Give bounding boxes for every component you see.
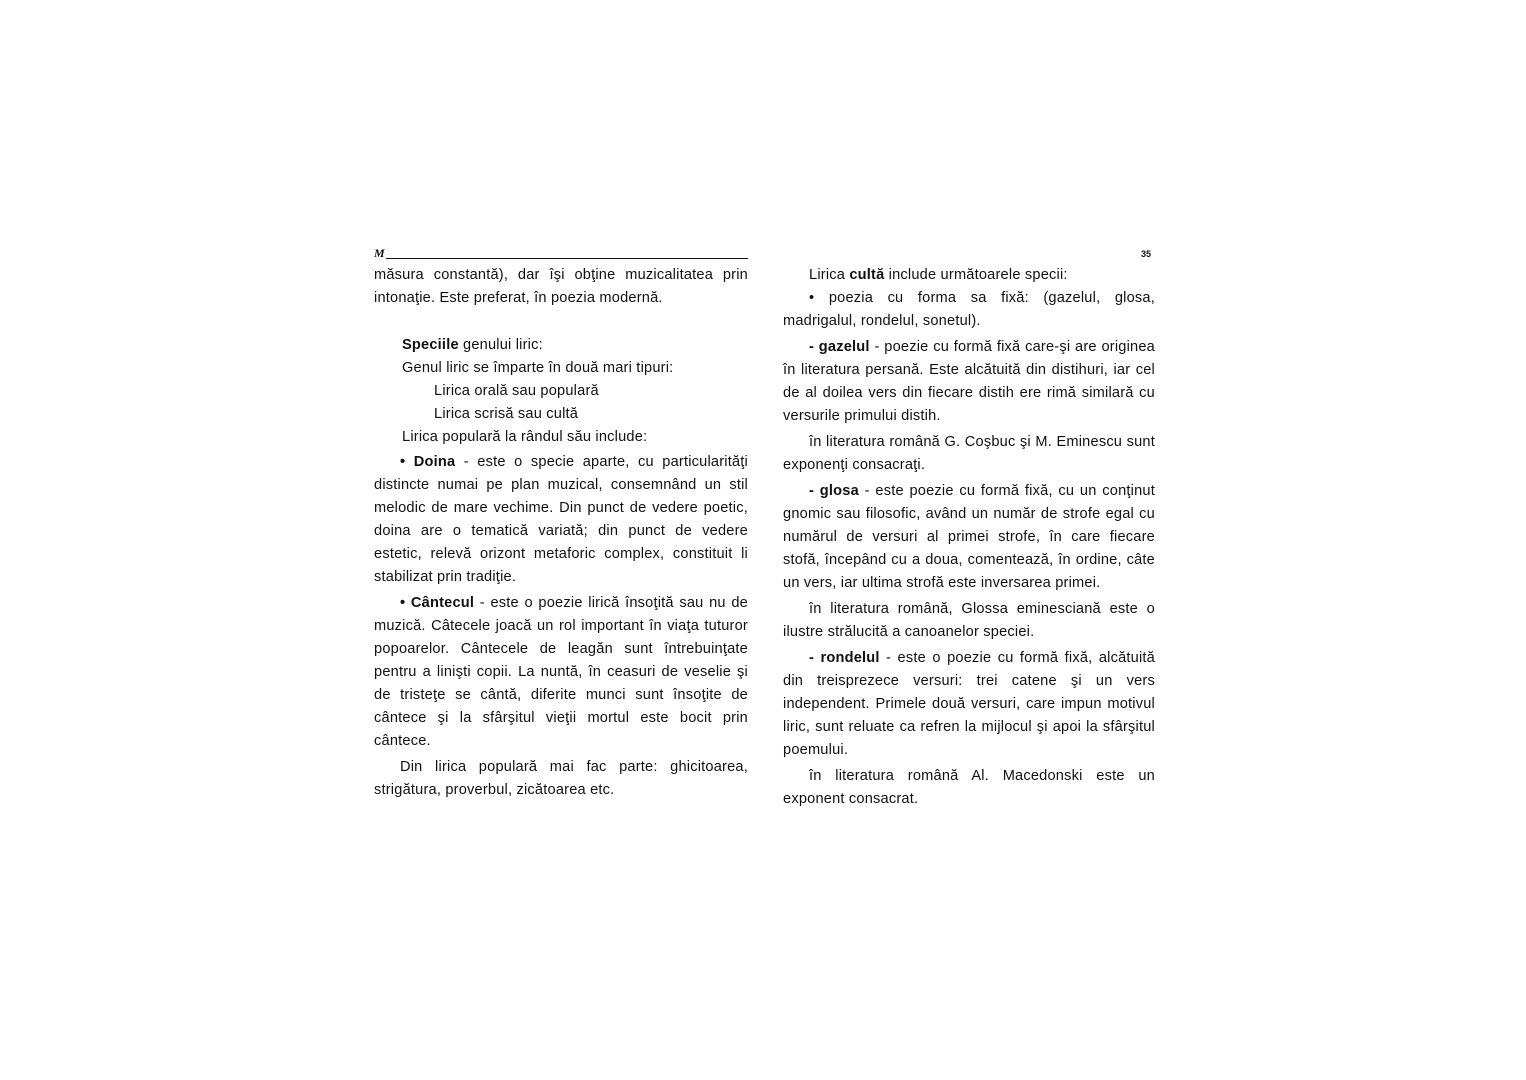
paragraph-glosa: - glosa - este poezie cu formă fixă, cu un conţinut gnomic sau filosofic, având un număr de strofe egal cu numărul de versuri al primei strofe, în care fiecare stofă, începând cu a doua, comentează, în ordine, câte un vers, iar ultima strofă este inversarea primei. <box>783 483 1155 591</box>
paragraph-doina: • Doina - este o specie aparte, cu particularităţi distincte numai pe plan muzical, consemnând un stil melodic de mare vechime. Din punct de vedere poetic, doina are o tematică variată; din punct de vedere estetic, relevă orizont metaforic complex, constituit li stabilizat prin tradiţie. <box>374 454 748 585</box>
paragraph-din-lirica: Din lirica populară mai fac parte: ghicitoarea, strigătura, proverbul, zicătoarea etc. <box>374 759 748 798</box>
header-rule <box>386 258 748 259</box>
page-number: 35 <box>1140 249 1151 259</box>
paragraph-culta: Lirica cultă include următoarele specii: <box>809 267 1068 283</box>
running-header <box>374 244 748 264</box>
header-mark: M <box>374 246 385 260</box>
list-item-scrisa: Lirica scrisă sau cultă <box>434 406 579 422</box>
paragraph-forma-fixa: • poezia cu forma sa fixă: (gazelul, glosa, madrigalul, rondelul, sonetul). <box>783 290 1155 329</box>
list-item-orala: Lirica orală sau populară <box>434 383 599 399</box>
paragraph-gazelul-lit: în literatura română G. Coşbuc şi M. Eminescu sunt exponenţi consacraţi. <box>783 434 1155 473</box>
paragraph-glosa-lit: în literatura română, Glossa eminesciană este o ilustre strălucită a canoanelor speciei. <box>783 601 1155 640</box>
paragraph-cantecul: • Cântecul - este o poezie lirică însoţită sau nu de muzică. Câtecele joacă un rol important în viaţa tuturor popoarelor. Cântecele de leagăn sunt întrebuinţate pentru a linişti copii. La nuntă, în ceasuri de veselie şi de tristeţe se cântă, diferite munci sunt însoţite de cântece şi la sfârşitul vieţii mortul este bocit prin cântece. <box>374 595 748 749</box>
paragraph-intro: măsura constantă), dar îşi obţine muzicalitatea prin intonaţie. Este preferat, în poezia modernă. <box>374 267 748 306</box>
section-heading: Speciile genului liric: <box>402 337 543 353</box>
paragraph-rondelul-lit: în literatura română Al. Macedonski este un exponent consacrat. <box>783 768 1155 807</box>
paragraph-populara: Lirica populară la rândul său include: <box>402 429 648 445</box>
paragraph-gazelul: - gazelul - poezie cu formă fixă care-şi are originea în literatura persană. Este alcătuită din distihuri, iar cel de al doilea vers din fiecare distih ere rimă similară cu versurile primului distih. <box>783 339 1155 424</box>
paragraph-rondelul: - rondelul - este o poezie cu formă fixă, alcătuită din treisprezece versuri: trei catene şi un vers independent. Primele două versuri, care impun motivul liric, sunt reluate ca refren la mijlocul şi apoi la sfârşitul poemului. <box>783 650 1155 758</box>
heading-bold: Speciile <box>402 337 459 353</box>
right-page <box>783 244 1155 811</box>
left-page <box>374 244 748 802</box>
paragraph-genul: Genul liric se împarte în două mari tipuri: <box>402 360 674 376</box>
running-header <box>783 244 1155 264</box>
